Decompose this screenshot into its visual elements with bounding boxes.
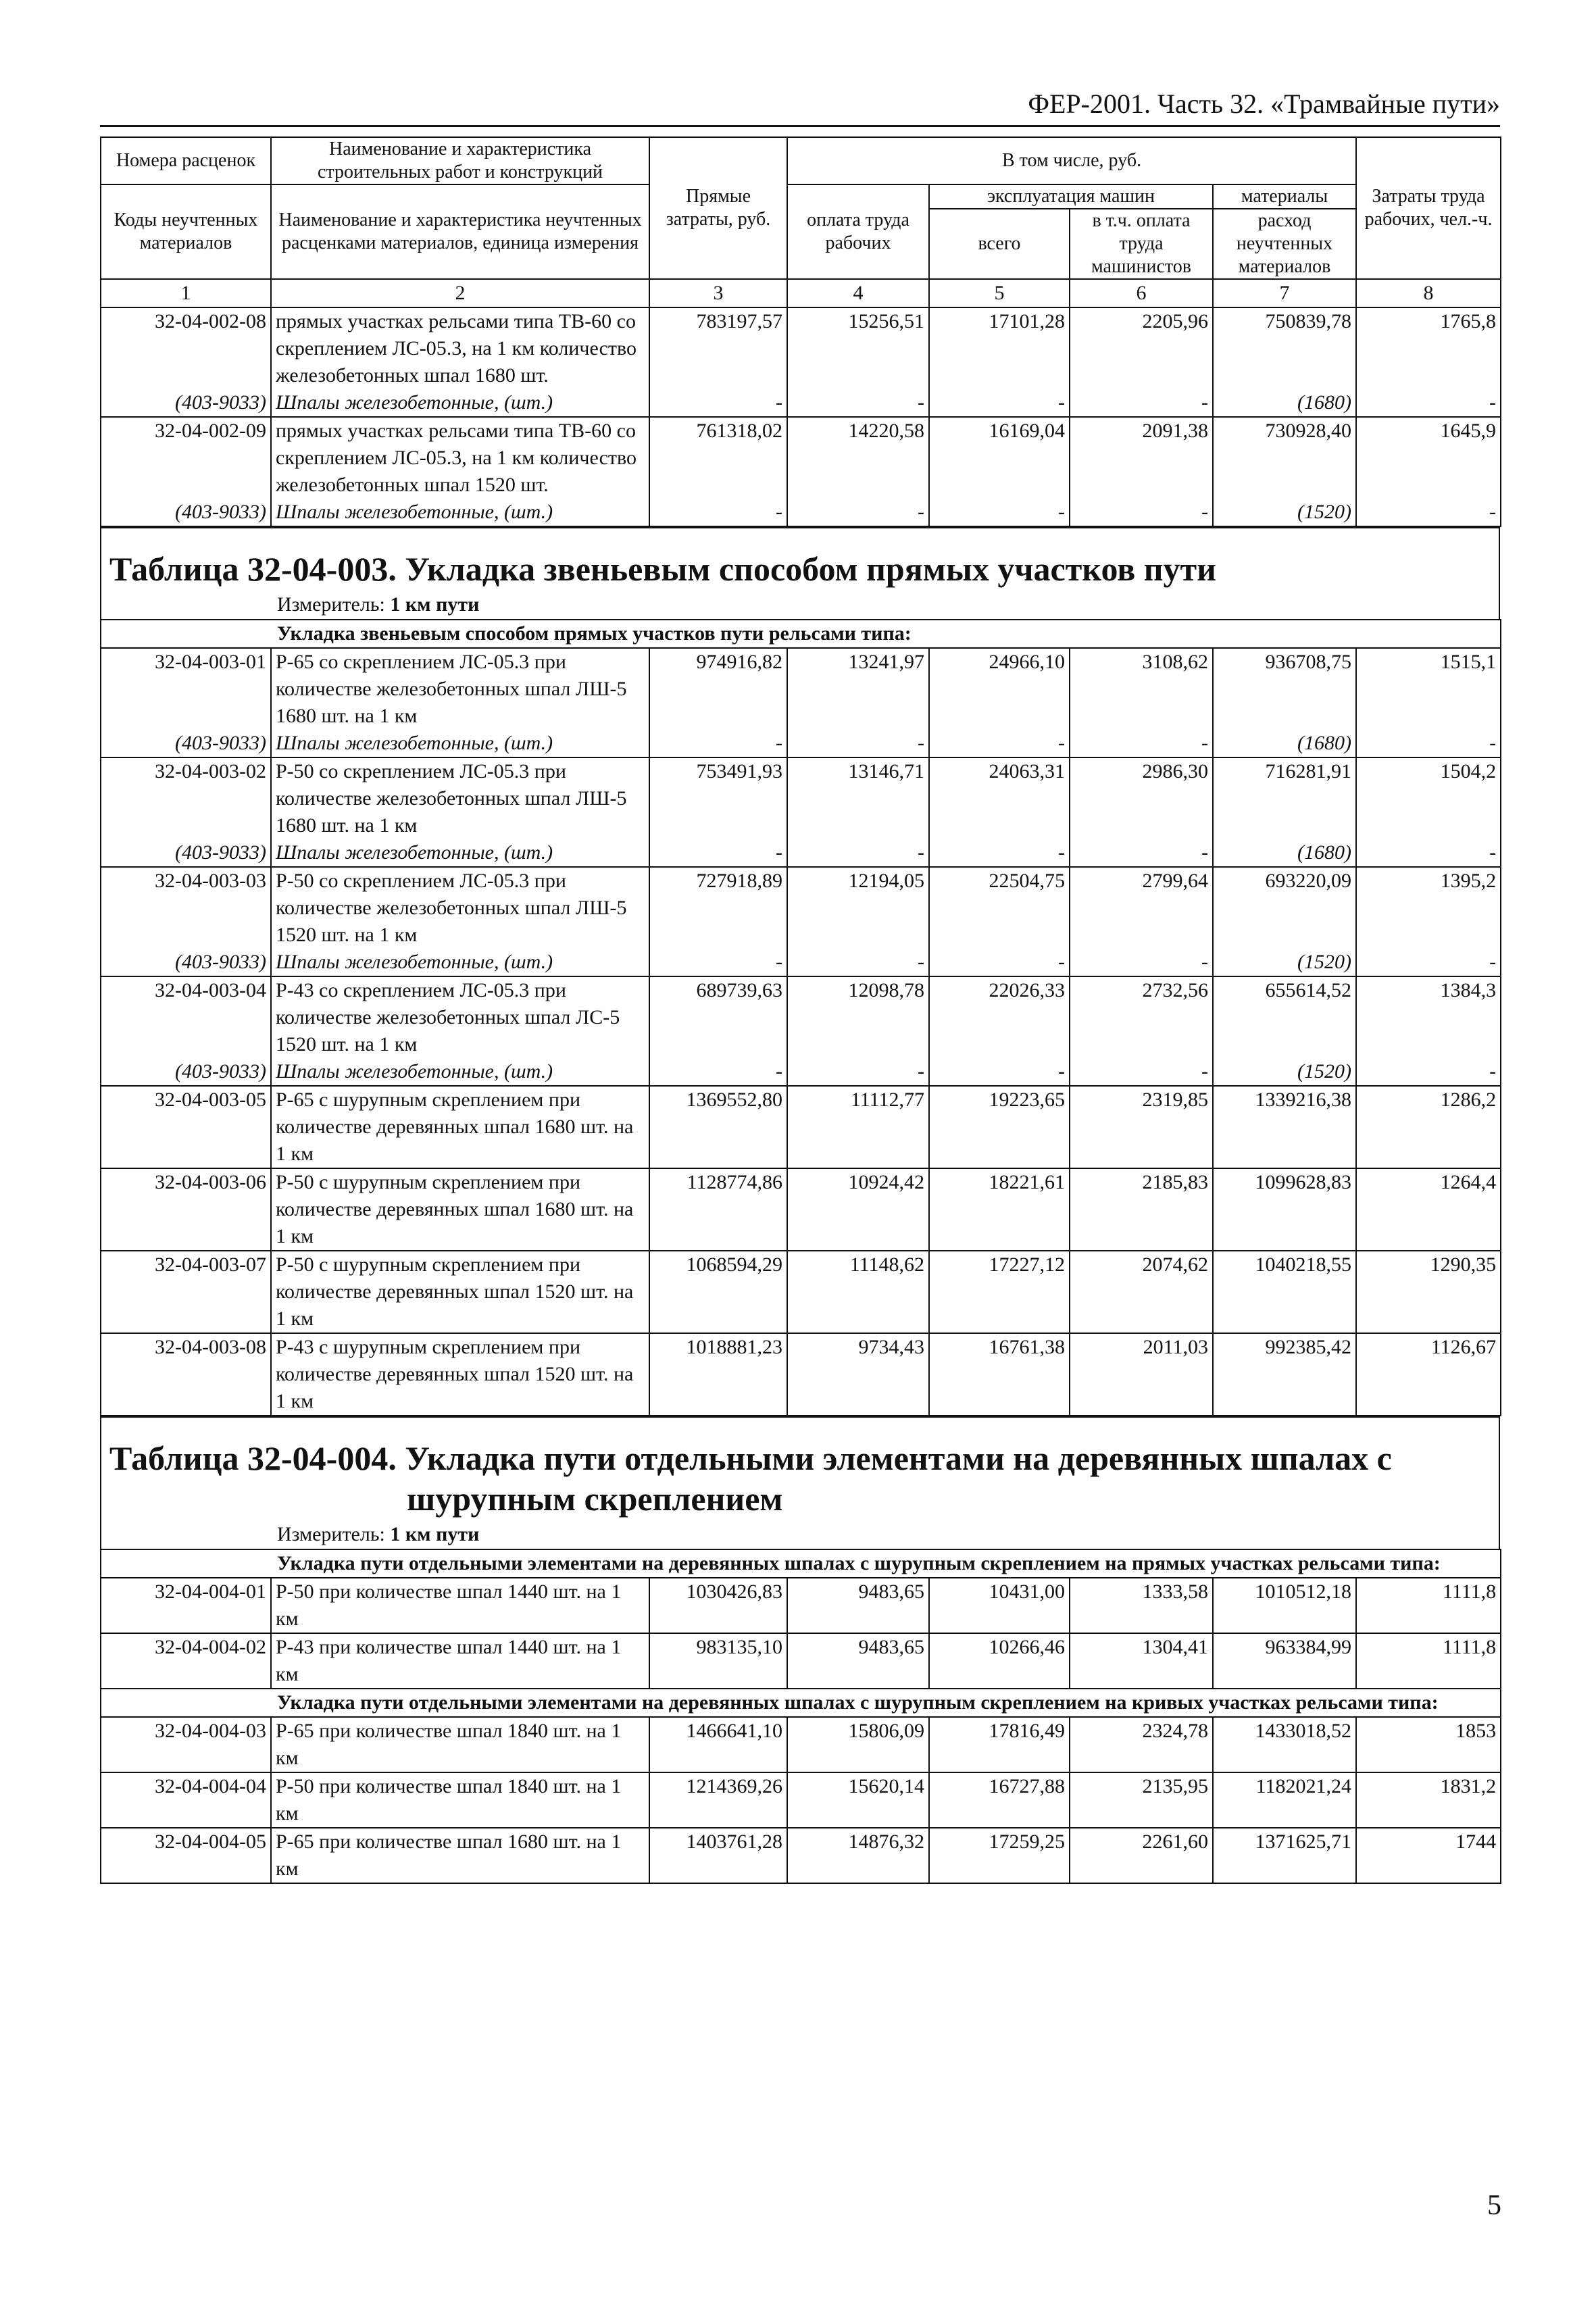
col-header-operator-pay: в т.ч. оплата труда машинистов: [1070, 209, 1213, 279]
dash: -: [649, 730, 787, 757]
operator-pay-value: 2986,30: [1070, 757, 1213, 839]
material-quantity: (1680): [1213, 389, 1356, 417]
dash: -: [1070, 949, 1213, 976]
dash: -: [787, 499, 929, 526]
table-row: [101, 976, 1501, 1058]
machine-total-value: 24063,31: [929, 757, 1070, 839]
rows-32-04-004-curved: [101, 1717, 1501, 1883]
machine-total-value: 17227,12: [929, 1251, 1070, 1333]
labor-costs-value: 1744: [1356, 1828, 1501, 1883]
labor-costs-value: 1264,4: [1356, 1168, 1501, 1251]
labor-costs-value: 1111,8: [1356, 1633, 1501, 1689]
worker-pay-value: 12098,78: [787, 976, 929, 1058]
rate-description: Р-43 со скреплением ЛС-05.3 при количестве железобетонных шпал ЛС-5 1520 шт. на 1 км: [271, 976, 649, 1058]
machine-total-value: 18221,61: [929, 1168, 1070, 1251]
title-line-2: шурупным скреплением: [407, 1480, 783, 1518]
table-row: [101, 307, 1501, 389]
dash: -: [929, 1058, 1070, 1086]
materials-value: 1371625,71: [1213, 1828, 1356, 1883]
rate-code: 32-04-003-05: [101, 1086, 271, 1168]
materials-value: 693220,09: [1213, 867, 1356, 949]
rate-code: 32-04-002-08: [101, 307, 271, 389]
material-row: [101, 1058, 1501, 1086]
col-header-material-consumption: расход неучтенных материалов: [1213, 209, 1356, 279]
rate-description: прямых участках рельсами типа ТВ-60 со скреплением ЛС-05.3, на 1 км количество железобетонных шпал 1520 шт.: [271, 417, 649, 499]
dash: -: [1356, 949, 1501, 976]
operator-pay-value: 2324,78: [1070, 1717, 1213, 1772]
measure-label: Измеритель:: [277, 1523, 385, 1545]
dash: -: [649, 499, 787, 526]
worker-pay-value: 15256,51: [787, 307, 929, 389]
col-header-material-codes: Коды неучтенных материалов: [101, 184, 271, 279]
worker-pay-value: 10924,42: [787, 1168, 929, 1251]
operator-pay-value: 2185,83: [1070, 1168, 1213, 1251]
col-header-machine-total: всего: [929, 209, 1070, 279]
col-number: 1: [101, 279, 271, 307]
operator-pay-value: 1333,58: [1070, 1578, 1213, 1633]
table-row: [101, 1333, 1501, 1416]
rate-code: 32-04-003-04: [101, 976, 271, 1058]
operator-pay-value: 2074,62: [1070, 1251, 1213, 1333]
machine-total-value: 17101,28: [929, 307, 1070, 389]
col-number: 8: [1356, 279, 1501, 307]
material-quantity: (1680): [1213, 730, 1356, 757]
direct-costs-value: 727918,89: [649, 867, 787, 949]
dash: -: [929, 949, 1070, 976]
table-row: [101, 1086, 1501, 1168]
dash: -: [1356, 730, 1501, 757]
machine-total-value: 22504,75: [929, 867, 1070, 949]
rate-code: 32-04-004-02: [101, 1633, 271, 1689]
dash: -: [649, 1058, 787, 1086]
dash: -: [1070, 389, 1213, 417]
table-row: [101, 1251, 1501, 1333]
material-code: (403-9033): [101, 1058, 271, 1086]
worker-pay-value: 15806,09: [787, 1717, 929, 1772]
direct-costs-value: 761318,02: [649, 417, 787, 499]
machine-total-value: 10431,00: [929, 1578, 1070, 1633]
subheader-text: Укладка звеньевым способом прямых участков пути рельсами типа:: [101, 620, 1501, 648]
direct-costs-value: 783197,57: [649, 307, 787, 389]
labor-costs-value: 1111,8: [1356, 1578, 1501, 1633]
direct-costs-value: 1466641,10: [649, 1717, 787, 1772]
materials-value: 750839,78: [1213, 307, 1356, 389]
rate-code: 32-04-002-09: [101, 417, 271, 499]
dash: -: [1356, 499, 1501, 526]
rate-description: Р-65 с шурупным скреплением при количестве деревянных шпал 1680 шт. на 1 км: [271, 1086, 649, 1168]
rate-code: 32-04-003-08: [101, 1333, 271, 1416]
dash: -: [929, 389, 1070, 417]
worker-pay-value: 13241,97: [787, 648, 929, 730]
materials-value: 655614,52: [1213, 976, 1356, 1058]
table-subheader: [101, 1549, 1501, 1578]
table-subheader: [101, 1689, 1501, 1717]
labor-costs-value: 1831,2: [1356, 1772, 1501, 1828]
direct-costs-value: 689739,63: [649, 976, 787, 1058]
rows-32-04-004-straight: [101, 1578, 1501, 1689]
col-header-labor-costs: Затраты труда рабочих, чел.-ч.: [1356, 137, 1501, 279]
material-row: [101, 949, 1501, 976]
rate-code: 32-04-004-05: [101, 1828, 271, 1883]
materials-value: 1182021,24: [1213, 1772, 1356, 1828]
materials-value: 963384,99: [1213, 1633, 1356, 1689]
dash: -: [1070, 730, 1213, 757]
rate-description: Р-50 со скреплением ЛС-05.3 при количестве железобетонных шпал ЛШ-5 1680 шт. на 1 км: [271, 757, 649, 839]
rate-description: Р-65 при количестве шпал 1840 шт. на 1 км: [271, 1717, 649, 1772]
labor-costs-value: 1765,8: [1356, 307, 1501, 389]
measure-label: Измеритель:: [277, 593, 385, 616]
machine-total-value: 19223,65: [929, 1086, 1070, 1168]
dash: -: [787, 389, 929, 417]
operator-pay-value: 2319,85: [1070, 1086, 1213, 1168]
direct-costs-value: 1018881,23: [649, 1333, 787, 1416]
labor-costs-value: 1515,1: [1356, 648, 1501, 730]
material-code: (403-9033): [101, 839, 271, 867]
operator-pay-value: 2732,56: [1070, 976, 1213, 1058]
rate-code: 32-04-003-01: [101, 648, 271, 730]
direct-costs-value: 1369552,80: [649, 1086, 787, 1168]
page-number: 5: [1487, 2190, 1501, 2221]
material-description: Шпалы железобетонные, (шт.): [271, 1058, 649, 1086]
material-code: (403-9033): [101, 949, 271, 976]
table-row: [101, 417, 1501, 499]
operator-pay-value: 2011,03: [1070, 1333, 1213, 1416]
table-32-04-004-title: [100, 1416, 1500, 1523]
rate-code: 32-04-004-03: [101, 1717, 271, 1772]
rate-description: Р-65 со скреплением ЛС-05.3 при количестве железобетонных шпал ЛШ-5 1680 шт. на 1 км: [271, 648, 649, 730]
worker-pay-value: 12194,05: [787, 867, 929, 949]
operator-pay-value: 2261,60: [1070, 1828, 1213, 1883]
worker-pay-value: 9483,65: [787, 1633, 929, 1689]
table-32-04-003: [100, 619, 1501, 1416]
material-code: (403-9033): [101, 389, 271, 417]
labor-costs-value: 1504,2: [1356, 757, 1501, 839]
dash: -: [1070, 499, 1213, 526]
rate-description: Р-50 при количестве шпал 1840 шт. на 1 км: [271, 1772, 649, 1828]
col-header-machine-operation: эксплуатация машин: [929, 184, 1213, 209]
material-quantity: (1520): [1213, 1058, 1356, 1086]
materials-value: 936708,75: [1213, 648, 1356, 730]
rate-description: Р-50 при количестве шпал 1440 шт. на 1 км: [271, 1578, 649, 1633]
operator-pay-value: 2135,95: [1070, 1772, 1213, 1828]
operator-pay-value: 2799,64: [1070, 867, 1213, 949]
material-description: Шпалы железобетонные, (шт.): [271, 949, 649, 976]
rate-code: 32-04-003-02: [101, 757, 271, 839]
direct-costs-value: 974916,82: [649, 648, 787, 730]
labor-costs-value: 1286,2: [1356, 1086, 1501, 1168]
col-number: 6: [1070, 279, 1213, 307]
table-row: [101, 1828, 1501, 1883]
direct-costs-value: 1214369,26: [649, 1772, 787, 1828]
materials-value: 1040218,55: [1213, 1251, 1356, 1333]
worker-pay-value: 11148,62: [787, 1251, 929, 1333]
machine-total-value: 10266,46: [929, 1633, 1070, 1689]
machine-total-value: 17259,25: [929, 1828, 1070, 1883]
col-number: 5: [929, 279, 1070, 307]
dash: -: [929, 839, 1070, 867]
worker-pay-value: 13146,71: [787, 757, 929, 839]
dash: -: [1356, 839, 1501, 867]
table-row: [101, 1633, 1501, 1689]
machine-total-value: 24966,10: [929, 648, 1070, 730]
material-quantity: (1680): [1213, 839, 1356, 867]
subheader-text: Укладка пути отдельными элементами на деревянных шпалах с шурупным скреплением на прямых участках рельсами типа:: [101, 1549, 1501, 1578]
table-row: [101, 867, 1501, 949]
dash: -: [929, 730, 1070, 757]
material-code: (403-9033): [101, 499, 271, 526]
operator-pay-value: 2205,96: [1070, 307, 1213, 389]
col-number: 7: [1213, 279, 1356, 307]
rows-32-04-003: [101, 648, 1501, 1416]
material-code: (403-9033): [101, 730, 271, 757]
materials-value: 1433018,52: [1213, 1717, 1356, 1772]
rate-code: 32-04-003-07: [101, 1251, 271, 1333]
dash: -: [649, 389, 787, 417]
dash: -: [1070, 839, 1213, 867]
materials-value: 1010512,18: [1213, 1578, 1356, 1633]
worker-pay-value: 14220,58: [787, 417, 929, 499]
dash: -: [1356, 1058, 1501, 1086]
col-header-work-name: Наименование и характеристика строительных работ и конструкций: [271, 137, 649, 184]
machine-total-value: 16169,04: [929, 417, 1070, 499]
material-quantity: (1520): [1213, 499, 1356, 526]
material-description: Шпалы железобетонные, (шт.): [271, 730, 649, 757]
rows-32-04-002: [101, 307, 1501, 526]
material-description: Шпалы железобетонные, (шт.): [271, 499, 649, 526]
col-header-materials: материалы: [1213, 184, 1356, 209]
rate-code: 32-04-004-01: [101, 1578, 271, 1633]
rate-description: Р-43 при количестве шпал 1440 шт. на 1 км: [271, 1633, 649, 1689]
rate-description: Р-50 со скреплением ЛС-05.3 при количестве железобетонных шпал ЛШ-5 1520 шт. на 1 км: [271, 867, 649, 949]
materials-value: 992385,42: [1213, 1333, 1356, 1416]
dash: -: [787, 1058, 929, 1086]
running-header: ФЕР-2001. Часть 32. «Трамвайные пути»: [100, 88, 1500, 127]
materials-value: 1339216,38: [1213, 1086, 1356, 1168]
worker-pay-value: 11112,77: [787, 1086, 929, 1168]
dash: -: [649, 839, 787, 867]
measure-unit: [100, 1523, 1500, 1549]
machine-total-value: 22026,33: [929, 976, 1070, 1058]
direct-costs-value: 1128774,86: [649, 1168, 787, 1251]
dash: -: [787, 839, 929, 867]
table-row: [101, 757, 1501, 839]
machine-total-value: 17816,49: [929, 1717, 1070, 1772]
rate-description: прямых участках рельсами типа ТВ-60 со скреплением ЛС-05.3, на 1 км количество железобетонных шпал 1680 шт.: [271, 307, 649, 389]
worker-pay-value: 9734,43: [787, 1333, 929, 1416]
operator-pay-value: 3108,62: [1070, 648, 1213, 730]
col-header-material-name: Наименование и характеристика неучтенных расценками материалов, единица измерения: [271, 184, 649, 279]
labor-costs-value: 1384,3: [1356, 976, 1501, 1058]
table-32-04-004: [100, 1549, 1501, 1884]
material-row: [101, 730, 1501, 757]
materials-value: 1099628,83: [1213, 1168, 1356, 1251]
rate-description: Р-43 с шурупным скреплением при количестве деревянных шпал 1520 шт. на 1 км: [271, 1333, 649, 1416]
dash: -: [787, 730, 929, 757]
worker-pay-value: 9483,65: [787, 1578, 929, 1633]
dash: -: [649, 949, 787, 976]
measure-value: 1 км пути: [390, 593, 480, 616]
direct-costs-value: 1068594,29: [649, 1251, 787, 1333]
direct-costs-value: 1030426,83: [649, 1578, 787, 1633]
rate-description: Р-50 с шурупным скреплением при количестве деревянных шпал 1680 шт. на 1 км: [271, 1168, 649, 1251]
col-number: 4: [787, 279, 929, 307]
document-page: [100, 88, 1500, 1884]
material-row: [101, 839, 1501, 867]
machine-total-value: 16727,88: [929, 1772, 1070, 1828]
col-header-worker-pay: оплата труда рабочих: [787, 184, 929, 279]
col-header-direct-costs: Прямые затраты, руб.: [649, 137, 787, 279]
material-description: Шпалы железобетонные, (шт.): [271, 389, 649, 417]
rate-code: 32-04-003-06: [101, 1168, 271, 1251]
rate-description: Р-50 с шурупным скреплением при количестве деревянных шпал 1520 шт. на 1 км: [271, 1251, 649, 1333]
table-32-04-003-title: Таблица 32-04-003. Укладка звеньевым способом прямых участков пути: [100, 527, 1500, 593]
worker-pay-value: 14876,32: [787, 1828, 929, 1883]
direct-costs-value: 753491,93: [649, 757, 787, 839]
labor-costs-value: 1126,67: [1356, 1333, 1501, 1416]
table-row: [101, 1772, 1501, 1828]
labor-costs-value: 1853: [1356, 1717, 1501, 1772]
dash: -: [1070, 1058, 1213, 1086]
materials-value: 730928,40: [1213, 417, 1356, 499]
col-header-including-group: В том числе, руб.: [787, 137, 1356, 184]
rate-description: Р-65 при количестве шпал 1680 шт. на 1 км: [271, 1828, 649, 1883]
direct-costs-value: 983135,10: [649, 1633, 787, 1689]
labor-costs-value: 1645,9: [1356, 417, 1501, 499]
table-row: [101, 1717, 1501, 1772]
dash: -: [1356, 389, 1501, 417]
labor-costs-value: 1395,2: [1356, 867, 1501, 949]
col-number: 3: [649, 279, 787, 307]
measure-value: 1 км пути: [390, 1523, 480, 1545]
dash: -: [787, 949, 929, 976]
worker-pay-value: 15620,14: [787, 1772, 929, 1828]
table-subheader: [101, 620, 1501, 648]
table-row: [101, 1168, 1501, 1251]
labor-costs-value: 1290,35: [1356, 1251, 1501, 1333]
rate-code: 32-04-003-03: [101, 867, 271, 949]
table-row: [101, 648, 1501, 730]
material-description: Шпалы железобетонные, (шт.): [271, 839, 649, 867]
direct-costs-value: 1403761,28: [649, 1828, 787, 1883]
table-row: [101, 1578, 1501, 1633]
measure-unit: [100, 593, 1500, 619]
dash: -: [929, 499, 1070, 526]
table-header-and-rates-002: [100, 136, 1501, 527]
materials-value: 716281,91: [1213, 757, 1356, 839]
subheader-text: Укладка пути отдельными элементами на деревянных шпалах с шурупным скреплением на кривых участках рельсами типа:: [101, 1689, 1501, 1717]
material-quantity: (1520): [1213, 949, 1356, 976]
operator-pay-value: 2091,38: [1070, 417, 1213, 499]
material-row: [101, 499, 1501, 526]
title-line-1: Таблица 32-04-004. Укладка пути отдельными элементами на деревянных шпалах с: [109, 1439, 1392, 1477]
rate-code: 32-04-004-04: [101, 1772, 271, 1828]
operator-pay-value: 1304,41: [1070, 1633, 1213, 1689]
machine-total-value: 16761,38: [929, 1333, 1070, 1416]
col-number: 2: [271, 279, 649, 307]
material-row: [101, 389, 1501, 417]
col-header-rate-number: Номера расценок: [101, 137, 271, 184]
